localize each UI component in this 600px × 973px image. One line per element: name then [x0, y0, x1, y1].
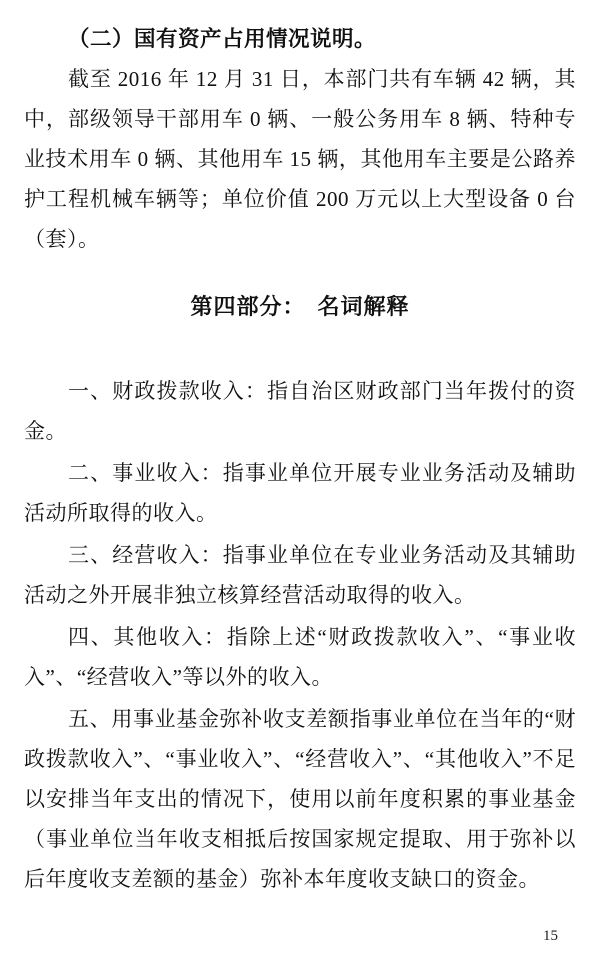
- definition-business-income: 三、经营收入：指事业单位在专业业务活动及其辅助活动之外开展非独立核算经营活动取得的收入。: [24, 543, 576, 607]
- asset-usage-paragraph: 截至 2016 年 12 月 31 日，本部门共有车辆 42 辆，其中，部级领导干部用车 0 辆、一般公务用车 8 辆、特种专业技术用车 0 辆、其他用车 15 辆，其他用车主要是公路养护工程机械车辆等；单位价值 200 万元以上大型设备 0 台（套）。: [24, 67, 576, 251]
- definition-operating-income: 二、事业收入：指事业单位开展专业业务活动及辅助活动所取得的收入。: [24, 461, 576, 525]
- page-number: 15: [543, 928, 558, 944]
- part-four-heading: 第四部分： 名词解释: [190, 294, 410, 319]
- definition-other-income: 四、其他收入：指除上述“财政拨款收入”、“事业收入”、“经营收入”等以外的收入。: [24, 625, 576, 689]
- asset-usage-heading: （二）国有资产占用情况说明。: [68, 27, 377, 51]
- definition-fiscal-appropriation-income: 一、财政拨款收入：指自治区财政部门当年拨付的资金。: [24, 379, 576, 443]
- definition-fund-deficit-coverage: 五、用事业基金弥补收支差额指事业单位在当年的“财政拨款收入”、“事业收入”、“经营收入”、“其他收入”不足以安排当年支出的情况下，使用以前年度积累的事业基金（事业单位当年收支相抵后按国家规定提取、用于弥补以后年度收支差额的基金）弥补本年度收支缺口的资金。: [24, 707, 576, 891]
